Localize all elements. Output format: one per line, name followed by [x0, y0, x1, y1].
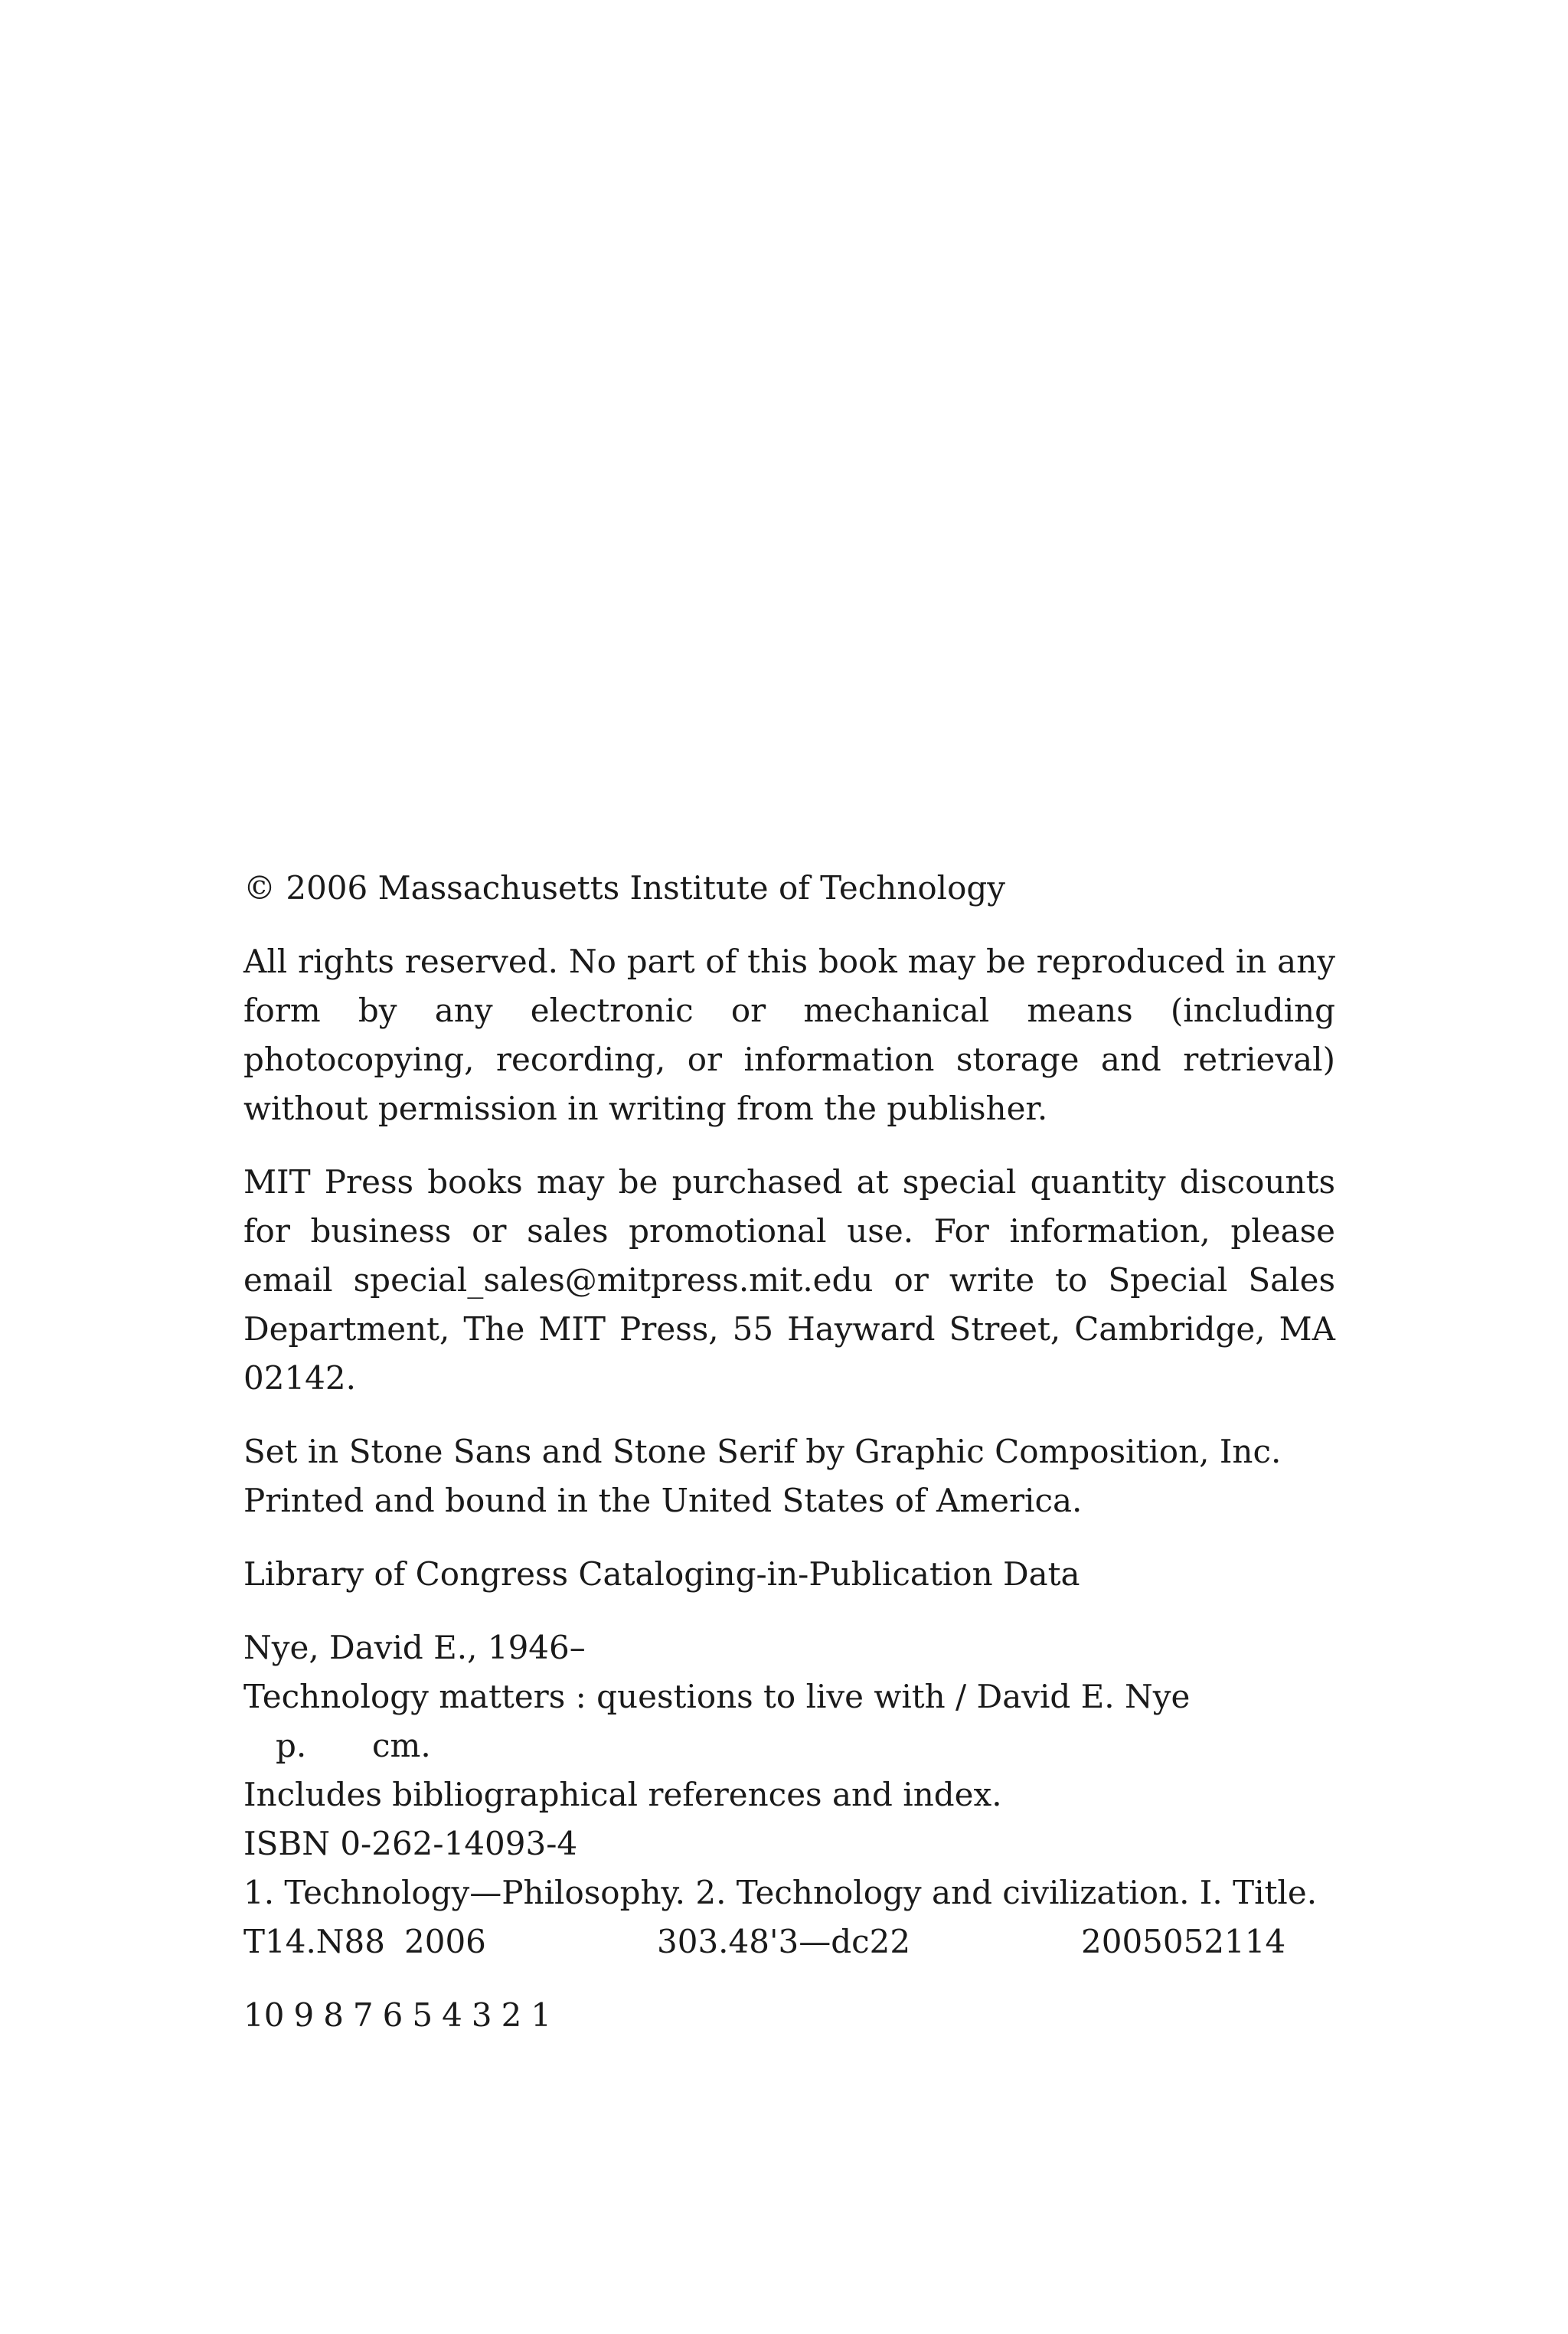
- cip-call-number: T14.N88: [243, 1923, 386, 1960]
- cip-isbn: ISBN 0-262-14093-4: [243, 1825, 578, 1862]
- cip-physical: [243, 1721, 1335, 1770]
- special-sales-statement: MIT Press books may be purchased at special quantity discounts for business or sales promotional use. For information, please email special_sales@mitpress.mit.edu or write to Special Sales Department, The MIT Press, 55 Hayward Street, Cambridge, MA 02142.: [243, 1163, 1335, 1397]
- printing-number: 6: [382, 1996, 403, 2034]
- cip-lccn: 2005052114: [1081, 1923, 1286, 1960]
- cip-year: 2006: [404, 1923, 486, 1960]
- copyright-page: [243, 864, 1335, 2040]
- printing-number: 3: [471, 1996, 492, 2034]
- printing-number: 2: [501, 1996, 522, 2034]
- printing-number: 10: [243, 1996, 285, 2034]
- printing-number: 7: [352, 1996, 374, 2034]
- printing-number: 1: [531, 1996, 552, 2034]
- cip-record: [243, 1623, 1335, 1966]
- rights-statement: All rights reserved. No part of this book may be reproduced in any form by any electronic or mechanical means (including photocopying, recording, or information storage and retrieval) without permission in writing from the publisher.: [243, 943, 1335, 1127]
- cip-size: cm.: [372, 1727, 431, 1764]
- typeset-line: Set in Stone Sans and Stone Serif by Graphic Composition, Inc.: [243, 1433, 1282, 1470]
- printed-line: Printed and bound in the United States of America.: [243, 1482, 1083, 1519]
- printing-number: 5: [412, 1996, 433, 2034]
- copyright-notice: © 2006 Massachusetts Institute of Technology: [243, 869, 1006, 907]
- colophon: [243, 1427, 1335, 1525]
- printing-number: 4: [442, 1996, 462, 2034]
- cip-notes: Includes bibliographical references and index.: [243, 1776, 1002, 1813]
- printing-line: [243, 1991, 1335, 2040]
- cip-pages: p.: [276, 1727, 307, 1764]
- cip-heading: Library of Congress Cataloging-in-Publication Data: [243, 1555, 1080, 1593]
- printing-number: 9: [293, 1996, 315, 2034]
- cip-classification: [243, 1917, 1335, 1966]
- cip-title: Technology matters : questions to live with / David E. Nye: [243, 1678, 1191, 1715]
- cip-author: Nye, David E., 1946–: [243, 1629, 586, 1666]
- printing-number: 8: [323, 1996, 344, 2034]
- cip-subjects: 1. Technology—Philosophy. 2. Technology and civilization. I. Title.: [243, 1874, 1318, 1911]
- cip-dewey: 303.48'3—dc22: [657, 1923, 911, 1960]
